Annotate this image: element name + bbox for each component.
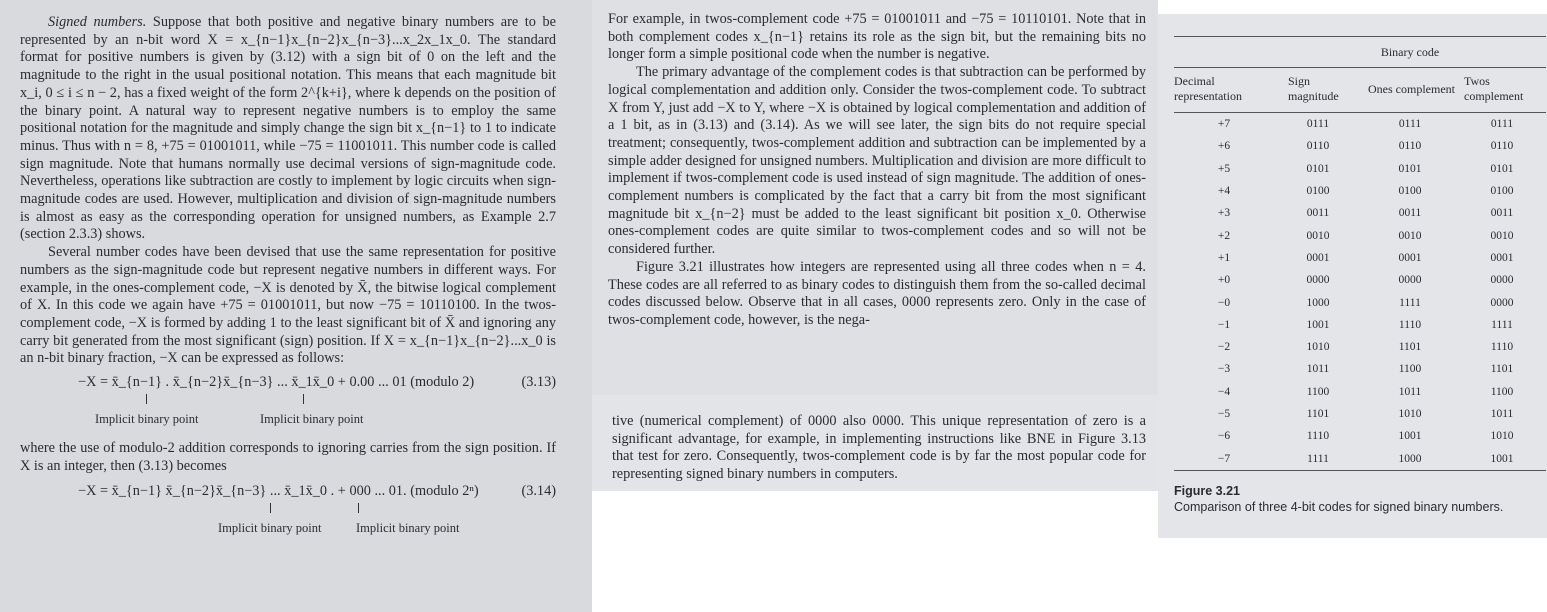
signed-numbers-heading: Signed numbers. bbox=[48, 14, 147, 30]
table-row bbox=[1174, 314, 1546, 336]
code-cell: 0110 bbox=[1398, 140, 1422, 153]
table-row bbox=[1174, 425, 1546, 447]
equation-3-14-body: −X = x̄_{n−1} x̄_{n−2}x̄_{n−3} ... x̄_1x̄_0 . + 000 ... 01. (modulo 2ⁿ) bbox=[78, 483, 479, 500]
column-header: Sign magnitude bbox=[1274, 68, 1362, 113]
implicit-binary-point-label: Implicit binary point bbox=[356, 521, 460, 536]
decimal-value-cell: +3 bbox=[1217, 207, 1231, 220]
decimal-value-cell: −6 bbox=[1217, 430, 1231, 443]
equation-3-13 bbox=[20, 374, 556, 408]
code-cell: 0010 bbox=[1398, 229, 1422, 242]
decimal-value-cell: +2 bbox=[1217, 229, 1231, 242]
decimal-value-cell: +1 bbox=[1217, 251, 1231, 264]
middle-page bbox=[592, 0, 1158, 395]
code-cell: 0001 bbox=[1306, 251, 1330, 264]
decimal-value-cell: +4 bbox=[1217, 185, 1231, 198]
decimal-value-cell: −0 bbox=[1217, 296, 1231, 309]
code-cell: 0000 bbox=[1490, 274, 1514, 287]
implicit-binary-point-label: Implicit binary point bbox=[95, 412, 199, 427]
decimal-value-cell: −4 bbox=[1217, 385, 1231, 398]
code-cell: 1110 bbox=[1306, 430, 1330, 443]
equation-3-14 bbox=[20, 483, 556, 517]
code-cell: 0110 bbox=[1306, 140, 1330, 153]
binary-point-marker bbox=[358, 503, 359, 513]
decimal-value-cell: −1 bbox=[1217, 318, 1231, 331]
table-row bbox=[1174, 381, 1546, 403]
code-cell: 0001 bbox=[1398, 251, 1422, 264]
table-row bbox=[1174, 336, 1546, 358]
decimal-value-cell: −7 bbox=[1174, 447, 1274, 470]
continuation-paragraph: tive (numerical complement) of 0000 also 0000. This unique representation of zero is a significant advantage, for example, in implementing instructions like BNE in Figure 3.13 that test for zero. Consequently, twos-complement code is by far the most popular code for representing signed binary numbers in computers. bbox=[612, 413, 1146, 483]
code-cell: 0110 bbox=[1490, 140, 1514, 153]
twos-complement-example-paragraph: For example, in twos-complement code +75 = 01001011 and −75 = 10110101. Note that in both complement codes x_{n−1} retains its role as the sign bit, but the remaining bits no longer form a simple positional code when the number is negative. bbox=[608, 11, 1146, 63]
code-cell: 0011 bbox=[1490, 207, 1514, 220]
table-row bbox=[1174, 202, 1546, 224]
code-cell: 0010 bbox=[1306, 229, 1330, 242]
equation-3-13-number: (3.13) bbox=[521, 374, 556, 391]
complement-codes-paragraph: Several number codes have been devised that use the same representation for positive numbers as the sign-magnitude code but represent negative numbers in different ways. For example, in the ones-complement code, −X is denoted by X̄, the bitwise logical complement of X. In this code we again have +75 = 01001011, but now −75 = 10110100. In the twos-complement code, −X is formed by adding 1 to the least significant bit of X̄ and ignoring any carry bit generated from the most significant (sign) position. If X = x_{n−1}x_{n−2}...x_0 is an n-bit binary fraction, −X can be expressed as follows: bbox=[20, 244, 556, 367]
code-cell: 1100 bbox=[1306, 385, 1330, 398]
binary-point-marker bbox=[146, 394, 147, 404]
signed-numbers-paragraph bbox=[20, 14, 556, 244]
left-page bbox=[0, 0, 592, 612]
equation-3-14-labels bbox=[20, 521, 556, 539]
table-row bbox=[1174, 269, 1546, 291]
code-cell: 0000 bbox=[1490, 296, 1514, 309]
figure-caption-text: Comparison of three 4-bit codes for signed binary numbers. bbox=[1174, 499, 1504, 514]
code-cell: 0101 bbox=[1398, 162, 1422, 175]
table-row bbox=[1174, 135, 1546, 157]
figure-reference-paragraph: Figure 3.21 illustrates how integers are represented using all three codes when n = 4. These codes are all referred to as binary codes to distinguish them from the so-called decimal codes discussed below. Observe that in all cases, 0000 represents zero. Only in the case of twos-complement code, however, is the nega- bbox=[608, 258, 1146, 328]
table-row bbox=[1174, 180, 1546, 202]
decimal-value-cell: −5 bbox=[1217, 408, 1231, 420]
code-cell: 0000 bbox=[1306, 274, 1330, 287]
code-cell: 1010 bbox=[1490, 430, 1514, 443]
decimal-value-cell: +7 bbox=[1174, 113, 1274, 136]
equation-3-13-body: −X = x̄_{n−1} . x̄_{n−2}x̄_{n−3} ... x̄_1x̄_0 + 0.00 ... 01 (modulo 2) bbox=[78, 374, 475, 391]
figure-3-21 bbox=[1158, 14, 1547, 538]
code-cell: 1101 bbox=[1490, 363, 1514, 376]
code-cell: 1010 bbox=[1398, 408, 1422, 420]
column-header: Ones complement bbox=[1362, 68, 1458, 113]
table-row bbox=[1174, 291, 1546, 313]
code-cell: 1111 bbox=[1399, 296, 1421, 309]
code-cell: 1001 bbox=[1458, 447, 1546, 470]
modulo-paragraph: where the use of modulo-2 addition corresponds to ignoring carries from the sign position. If X is an integer, then (3.13) becomes bbox=[20, 440, 556, 474]
code-cell: 1101 bbox=[1398, 341, 1422, 354]
primary-advantage-paragraph: The primary advantage of the complement codes is that subtraction can be performed by logical complementation and addition only. Consider the twos-complement code. To subtract X from Y, just add −X to Y, where −X is obtained by logical complementation and addition of a 1 bit, as in (3.13) and (3.14). As we will see later, the sign bits do not require special treatment; consequently, twos-complement addition and subtraction can be implemented by a simple adder designed for unsigned numbers. Multiplication and division are more difficult to implement if twos-complement code is used instead of sign magnitude. The addition of ones-complement numbers is complicated by the fact that a carry bit from the most significant magnitude bit x_{n−2} must be added to the least significant bit position x_0. Otherwise ones-complement codes are quite similar to twos-complement codes and so will not be considered further. bbox=[608, 64, 1146, 258]
code-cell: 0011 bbox=[1306, 207, 1330, 220]
implicit-binary-point-label: Implicit binary point bbox=[260, 412, 364, 427]
decimal-value-cell: +6 bbox=[1217, 140, 1231, 153]
binary-code-group-header: Binary code bbox=[1274, 37, 1546, 68]
code-cell: 0100 bbox=[1490, 185, 1514, 198]
code-cell: 1101 bbox=[1306, 408, 1330, 420]
figure-caption bbox=[1174, 483, 1547, 515]
table-row bbox=[1174, 113, 1546, 136]
code-cell: 1110 bbox=[1398, 318, 1422, 331]
code-cell: 1100 bbox=[1490, 385, 1514, 398]
code-cell: 1100 bbox=[1398, 363, 1422, 376]
column-header: Decimal representation bbox=[1174, 68, 1274, 113]
column-header: Twos complement bbox=[1458, 68, 1546, 113]
code-cell: 0001 bbox=[1490, 251, 1514, 264]
decimal-value-cell: −3 bbox=[1217, 363, 1231, 376]
code-cell: 1001 bbox=[1306, 318, 1330, 331]
implicit-binary-point-label: Implicit binary point bbox=[218, 521, 322, 536]
binary-point-marker bbox=[303, 394, 304, 404]
decimal-value-cell: −2 bbox=[1217, 341, 1231, 354]
code-cell: 0100 bbox=[1398, 185, 1422, 198]
middle-page-continuation bbox=[592, 395, 1158, 491]
signed-numbers-text: Suppose that both positive and negative binary numbers are to be represented by an n-bit word X = x_{n−1}x_{n−2}x_{n−3}...x_2x_1x_0. The standard format for positive numbers is given by (3.12) with a sign bit of 0 on the left and the magnitude to the right in the usual positional notation. This means that each magnitude bit x_i, 0 ≤ i ≤ n − 2, has a fixed weight of the form 2^{k+i}, where k depends on the position of the binary point. A natural way to represent negative numbers is to employ the same positional notation for the magnitude and simply change the sign bit x_{n−1} to 1 to indicate minus. Thus with n = 8, +75 = 01001011, while −75 = 11001011. This number code is called sign magnitude. Note that humans normally use decimal versions of sign-magnitude code. Nevertheless, operations like subtraction are costly to implement by logic circuits when sign-magnitude codes are used. However, multiplication and division of sign-magnitude numbers is almost as easy as the corresponding operation for unsigned numbers, as Example 2.7 (section 2.3.3) shows. bbox=[20, 14, 556, 243]
table-row bbox=[1174, 403, 1546, 425]
code-cell: 0000 bbox=[1398, 274, 1422, 287]
binary-point-marker bbox=[270, 503, 271, 513]
code-cell: 0100 bbox=[1306, 185, 1330, 198]
code-cell: 1010 bbox=[1306, 341, 1330, 354]
code-cell: 0111 bbox=[1362, 113, 1458, 136]
table-row bbox=[1174, 158, 1546, 180]
figure-caption-label: Figure 3.21 bbox=[1174, 483, 1240, 498]
code-cell: 1011 bbox=[1490, 408, 1514, 420]
code-cell: 0101 bbox=[1490, 162, 1514, 175]
code-cell: 0010 bbox=[1490, 229, 1514, 242]
decimal-value-cell: +5 bbox=[1217, 162, 1231, 175]
equation-3-13-labels bbox=[20, 412, 556, 430]
table-row bbox=[1174, 447, 1546, 470]
code-cell: 1011 bbox=[1306, 363, 1330, 376]
code-cell: 1110 bbox=[1490, 341, 1514, 354]
code-cell: 0011 bbox=[1398, 207, 1422, 220]
code-cell: 1011 bbox=[1398, 385, 1422, 398]
code-cell: 1001 bbox=[1398, 430, 1422, 443]
code-cell: 0111 bbox=[1458, 113, 1546, 136]
table-row bbox=[1174, 247, 1546, 269]
equation-3-14-number: (3.14) bbox=[521, 483, 556, 500]
binary-codes-table bbox=[1174, 36, 1546, 471]
decimal-value-cell: +0 bbox=[1217, 274, 1231, 287]
table-row bbox=[1174, 224, 1546, 246]
code-cell: 1111 bbox=[1491, 318, 1513, 331]
table-row bbox=[1174, 358, 1546, 380]
code-cell: 1000 bbox=[1362, 447, 1458, 470]
code-cell: 0101 bbox=[1306, 162, 1330, 175]
code-cell: 0111 bbox=[1274, 113, 1362, 136]
code-cell: 1111 bbox=[1274, 447, 1362, 470]
code-cell: 1000 bbox=[1306, 296, 1330, 309]
